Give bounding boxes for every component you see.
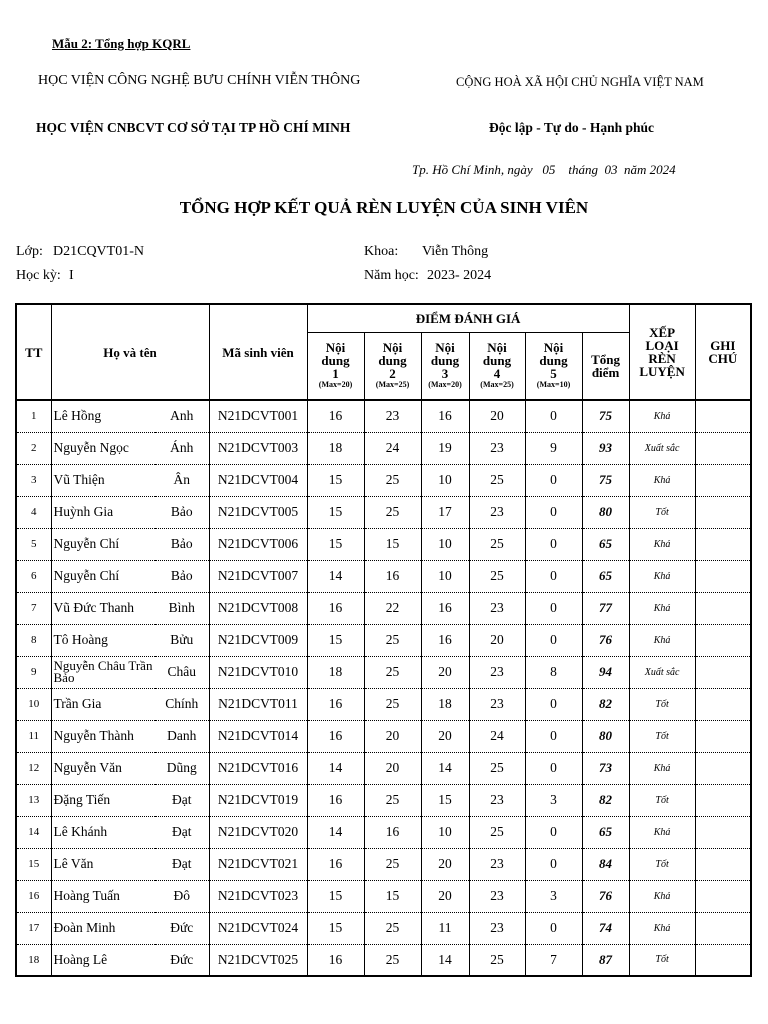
header-name: Họ và tên: [51, 304, 209, 400]
given-name: Chính: [155, 688, 209, 720]
score-nd5: 0: [525, 848, 582, 880]
student-id: N21DCVT023: [209, 880, 307, 912]
student-id: N21DCVT009: [209, 624, 307, 656]
score-nd3: 18: [421, 688, 469, 720]
header-rank: XẾP LOẠI RÈN LUYỆN: [629, 304, 695, 400]
note: [695, 496, 751, 528]
score-nd2: 20: [364, 752, 421, 784]
student-id: N21DCVT011: [209, 688, 307, 720]
student-id: N21DCVT010: [209, 656, 307, 688]
total-score: 65: [582, 528, 629, 560]
surname: Đặng Tiến: [51, 784, 155, 816]
score-nd4: 23: [469, 912, 525, 944]
student-id: N21DCVT020: [209, 816, 307, 848]
score-nd1: 16: [307, 592, 364, 624]
score-nd5: 0: [525, 912, 582, 944]
table-row: [16, 464, 751, 496]
surname: Vũ Thiện: [51, 464, 155, 496]
score-nd1: 15: [307, 624, 364, 656]
total-score: 75: [582, 400, 629, 432]
note: [695, 784, 751, 816]
header-nd3: Nội dung 3 (Max=20): [421, 332, 469, 400]
given-name: Bảo: [155, 496, 209, 528]
score-nd1: 15: [307, 528, 364, 560]
score-nd3: 14: [421, 752, 469, 784]
given-name: Đô: [155, 880, 209, 912]
total-score: 65: [582, 816, 629, 848]
score-nd1: 14: [307, 816, 364, 848]
table-row: [16, 592, 751, 624]
note: [695, 752, 751, 784]
rank: Khá: [629, 400, 695, 432]
given-name: Đạt: [155, 784, 209, 816]
rank: Khá: [629, 816, 695, 848]
row-number: 4: [16, 496, 51, 528]
header-nd1: Nội dung 1 (Max=20): [307, 332, 364, 400]
score-nd3: 15: [421, 784, 469, 816]
score-nd2: 16: [364, 816, 421, 848]
rank: Tốt: [629, 688, 695, 720]
surname: Vũ Đức Thanh: [51, 592, 155, 624]
campus-name: HỌC VIỆN CNBCVT CƠ SỞ TẠI TP HỒ CHÍ MINH: [36, 120, 351, 135]
rank: Xuất sắc: [629, 656, 695, 688]
table-row: [16, 528, 751, 560]
score-nd4: 25: [469, 528, 525, 560]
semester-value: I: [69, 268, 74, 283]
given-name: Đức: [155, 912, 209, 944]
note: [695, 432, 751, 464]
surname: Hoàng Tuấn: [51, 880, 155, 912]
score-nd4: 23: [469, 784, 525, 816]
row-number: 17: [16, 912, 51, 944]
score-nd5: 3: [525, 880, 582, 912]
rank: Khá: [629, 624, 695, 656]
student-id: N21DCVT021: [209, 848, 307, 880]
total-score: 76: [582, 624, 629, 656]
total-score: 93: [582, 432, 629, 464]
rank: Khá: [629, 880, 695, 912]
note: [695, 624, 751, 656]
given-name: Đạt: [155, 816, 209, 848]
header-student-id: Mã sinh viên: [209, 304, 307, 400]
score-nd2: 20: [364, 720, 421, 752]
year-value: 2023- 2024: [427, 268, 492, 283]
surname: Trần Gia: [51, 688, 155, 720]
rank: Tốt: [629, 848, 695, 880]
score-nd3: 20: [421, 720, 469, 752]
header-nd2: Nội dung 2 (Max=25): [364, 332, 421, 400]
header-tt: TT: [16, 304, 51, 400]
document-title: TỔNG HỢP KẾT QUẢ RÈN LUYỆN CỦA SINH VIÊN: [179, 198, 589, 217]
score-nd4: 23: [469, 592, 525, 624]
note: [695, 688, 751, 720]
given-name: Anh: [155, 400, 209, 432]
row-number: 7: [16, 592, 51, 624]
date-line: Tp. Hồ Chí Minh, ngày 05 tháng 03 năm 2024: [412, 162, 676, 177]
score-nd2: 25: [364, 464, 421, 496]
score-nd4: 23: [469, 848, 525, 880]
score-nd1: 16: [307, 720, 364, 752]
table-row: [16, 560, 751, 592]
note: [695, 880, 751, 912]
class-value: D21CQVT01-N: [53, 244, 144, 259]
total-score: 74: [582, 912, 629, 944]
semester-label: Học kỳ:: [16, 268, 61, 283]
score-nd5: 7: [525, 944, 582, 976]
given-name: Bảo: [155, 528, 209, 560]
score-nd1: 16: [307, 688, 364, 720]
surname: Đoàn Minh: [51, 912, 155, 944]
surname: Nguyễn Chí: [51, 528, 155, 560]
total-score: 80: [582, 720, 629, 752]
score-nd1: 15: [307, 464, 364, 496]
nation-name: CỘNG HOÀ XÃ HỘI CHỦ NGHĨA VIỆT NAM: [456, 75, 704, 89]
score-nd2: 15: [364, 528, 421, 560]
given-name: Danh: [155, 720, 209, 752]
student-id: N21DCVT006: [209, 528, 307, 560]
note: [695, 944, 751, 976]
row-number: 18: [16, 944, 51, 976]
total-score: 82: [582, 784, 629, 816]
row-number: 15: [16, 848, 51, 880]
total-score: 73: [582, 752, 629, 784]
national-motto: Độc lập - Tự do - Hạnh phúc: [489, 120, 655, 135]
total-score: 94: [582, 656, 629, 688]
score-nd3: 10: [421, 464, 469, 496]
score-nd4: 20: [469, 624, 525, 656]
score-nd2: 25: [364, 784, 421, 816]
note: [695, 592, 751, 624]
score-nd1: 16: [307, 848, 364, 880]
faculty-label: Khoa:: [364, 244, 399, 259]
score-nd4: 25: [469, 944, 525, 976]
score-nd5: 0: [525, 592, 582, 624]
student-id: N21DCVT004: [209, 464, 307, 496]
row-number: 8: [16, 624, 51, 656]
score-nd4: 25: [469, 560, 525, 592]
row-number: 14: [16, 816, 51, 848]
given-name: Bửu: [155, 624, 209, 656]
table-row: [16, 816, 751, 848]
score-nd4: 25: [469, 816, 525, 848]
rank: Khá: [629, 752, 695, 784]
header-nd5: Nội dung 5 (Max=10): [525, 332, 582, 400]
rank: Khá: [629, 528, 695, 560]
student-id: N21DCVT024: [209, 912, 307, 944]
table-row: [16, 784, 751, 816]
score-nd2: 25: [364, 656, 421, 688]
score-nd1: 16: [307, 784, 364, 816]
table-row: [16, 752, 751, 784]
note: [695, 816, 751, 848]
score-nd5: 0: [525, 464, 582, 496]
table-row: [16, 496, 751, 528]
surname: Nguyễn Chí: [51, 560, 155, 592]
score-nd2: 22: [364, 592, 421, 624]
given-name: Ân: [155, 464, 209, 496]
surname: Lê Văn: [51, 848, 155, 880]
score-nd3: 16: [421, 592, 469, 624]
score-nd5: 0: [525, 528, 582, 560]
student-id: N21DCVT025: [209, 944, 307, 976]
given-name: Bảo: [155, 560, 209, 592]
student-id: N21DCVT014: [209, 720, 307, 752]
rank: Tốt: [629, 944, 695, 976]
student-id: N21DCVT007: [209, 560, 307, 592]
faculty-value: Viễn Thông: [422, 244, 489, 259]
rank: Xuất sắc: [629, 432, 695, 464]
score-nd3: 17: [421, 496, 469, 528]
table-row: [16, 848, 751, 880]
rank: Khá: [629, 560, 695, 592]
score-nd2: 15: [364, 880, 421, 912]
student-id: N21DCVT005: [209, 496, 307, 528]
score-nd3: 16: [421, 624, 469, 656]
given-name: Đạt: [155, 848, 209, 880]
score-nd3: 19: [421, 432, 469, 464]
score-nd5: 0: [525, 752, 582, 784]
surname: Lê Hồng: [51, 400, 155, 432]
row-number: 11: [16, 720, 51, 752]
total-score: 76: [582, 880, 629, 912]
score-nd4: 23: [469, 656, 525, 688]
total-score: 80: [582, 496, 629, 528]
table-row: [16, 656, 751, 688]
table-row: [16, 400, 751, 432]
given-name: Dũng: [155, 752, 209, 784]
surname: Nguyễn Châu Trần Bảo: [51, 656, 155, 688]
score-nd2: 16: [364, 560, 421, 592]
score-nd5: 0: [525, 720, 582, 752]
score-nd1: 14: [307, 560, 364, 592]
total-score: 82: [582, 688, 629, 720]
score-nd3: 20: [421, 880, 469, 912]
score-nd2: 24: [364, 432, 421, 464]
score-nd3: 10: [421, 560, 469, 592]
rank: Khá: [629, 592, 695, 624]
header-score-group: ĐIỂM ĐÁNH GIÁ: [307, 304, 629, 332]
row-number: 3: [16, 464, 51, 496]
score-nd4: 23: [469, 432, 525, 464]
given-name: Ánh: [155, 432, 209, 464]
score-nd1: 15: [307, 880, 364, 912]
row-number: 5: [16, 528, 51, 560]
row-number: 12: [16, 752, 51, 784]
row-number: 1: [16, 400, 51, 432]
rank: Tốt: [629, 720, 695, 752]
score-nd3: 11: [421, 912, 469, 944]
year-label: Năm học:: [364, 268, 419, 283]
student-id: N21DCVT001: [209, 400, 307, 432]
score-nd4: 25: [469, 464, 525, 496]
note: [695, 400, 751, 432]
score-nd5: 0: [525, 496, 582, 528]
table-row: [16, 688, 751, 720]
given-name: Bình: [155, 592, 209, 624]
total-score: 75: [582, 464, 629, 496]
rank: Tốt: [629, 784, 695, 816]
table-row: [16, 912, 751, 944]
institution-name: HỌC VIỆN CÔNG NGHỆ BƯU CHÍNH VIỄN THÔNG: [38, 73, 361, 88]
row-number: 6: [16, 560, 51, 592]
surname: Hoàng Lê: [51, 944, 155, 976]
score-nd5: 3: [525, 784, 582, 816]
note: [695, 656, 751, 688]
table-row: [16, 880, 751, 912]
note: [695, 720, 751, 752]
table-row: [16, 432, 751, 464]
note: [695, 464, 751, 496]
score-nd4: 23: [469, 496, 525, 528]
score-nd1: 15: [307, 912, 364, 944]
row-number: 16: [16, 880, 51, 912]
score-nd4: 20: [469, 400, 525, 432]
total-score: 87: [582, 944, 629, 976]
rank: Tốt: [629, 496, 695, 528]
note: [695, 848, 751, 880]
surname: Lê Khánh: [51, 816, 155, 848]
row-number: 9: [16, 656, 51, 688]
score-nd3: 16: [421, 400, 469, 432]
surname: Tô Hoàng: [51, 624, 155, 656]
total-score: 84: [582, 848, 629, 880]
score-nd3: 14: [421, 944, 469, 976]
form-label: Mẫu 2: Tổng hợp KQRL: [52, 36, 191, 51]
total-score: 77: [582, 592, 629, 624]
row-number: 2: [16, 432, 51, 464]
score-nd5: 0: [525, 816, 582, 848]
score-nd2: 25: [364, 944, 421, 976]
score-nd5: 0: [525, 688, 582, 720]
student-id: N21DCVT016: [209, 752, 307, 784]
header-note: GHI CHÚ: [695, 304, 751, 400]
score-nd2: 25: [364, 848, 421, 880]
score-nd3: 10: [421, 816, 469, 848]
score-nd1: 18: [307, 656, 364, 688]
note: [695, 528, 751, 560]
note: [695, 560, 751, 592]
header-nd4: Nội dung 4 (Max=25): [469, 332, 525, 400]
rank: Khá: [629, 912, 695, 944]
score-nd1: 18: [307, 432, 364, 464]
score-nd5: 0: [525, 624, 582, 656]
surname: Nguyễn Văn: [51, 752, 155, 784]
surname: Huỳnh Gia: [51, 496, 155, 528]
table-row: [16, 624, 751, 656]
score-nd4: 23: [469, 880, 525, 912]
score-nd4: 23: [469, 688, 525, 720]
total-score: 65: [582, 560, 629, 592]
score-nd2: 25: [364, 688, 421, 720]
given-name: Châu: [155, 656, 209, 688]
score-nd1: 16: [307, 400, 364, 432]
results-table: [15, 303, 752, 977]
note: [695, 912, 751, 944]
score-nd2: 25: [364, 912, 421, 944]
score-nd1: 16: [307, 944, 364, 976]
student-id: N21DCVT019: [209, 784, 307, 816]
score-nd2: 23: [364, 400, 421, 432]
score-nd1: 15: [307, 496, 364, 528]
table-row: [16, 944, 751, 976]
rank: Khá: [629, 464, 695, 496]
score-nd5: 0: [525, 560, 582, 592]
score-nd3: 20: [421, 656, 469, 688]
score-nd3: 10: [421, 528, 469, 560]
score-nd3: 20: [421, 848, 469, 880]
given-name: Đức: [155, 944, 209, 976]
student-id: N21DCVT003: [209, 432, 307, 464]
score-nd5: 8: [525, 656, 582, 688]
row-number: 10: [16, 688, 51, 720]
score-nd5: 0: [525, 400, 582, 432]
score-nd1: 14: [307, 752, 364, 784]
student-id: N21DCVT008: [209, 592, 307, 624]
row-number: 13: [16, 784, 51, 816]
surname: Nguyễn Ngọc: [51, 432, 155, 464]
surname: Nguyễn Thành: [51, 720, 155, 752]
header-total: Tổng điểm: [582, 332, 629, 400]
table-row: [16, 720, 751, 752]
score-nd2: 25: [364, 496, 421, 528]
score-nd4: 25: [469, 752, 525, 784]
score-nd2: 25: [364, 624, 421, 656]
class-label: Lớp:: [16, 244, 43, 259]
score-nd5: 9: [525, 432, 582, 464]
score-nd4: 24: [469, 720, 525, 752]
